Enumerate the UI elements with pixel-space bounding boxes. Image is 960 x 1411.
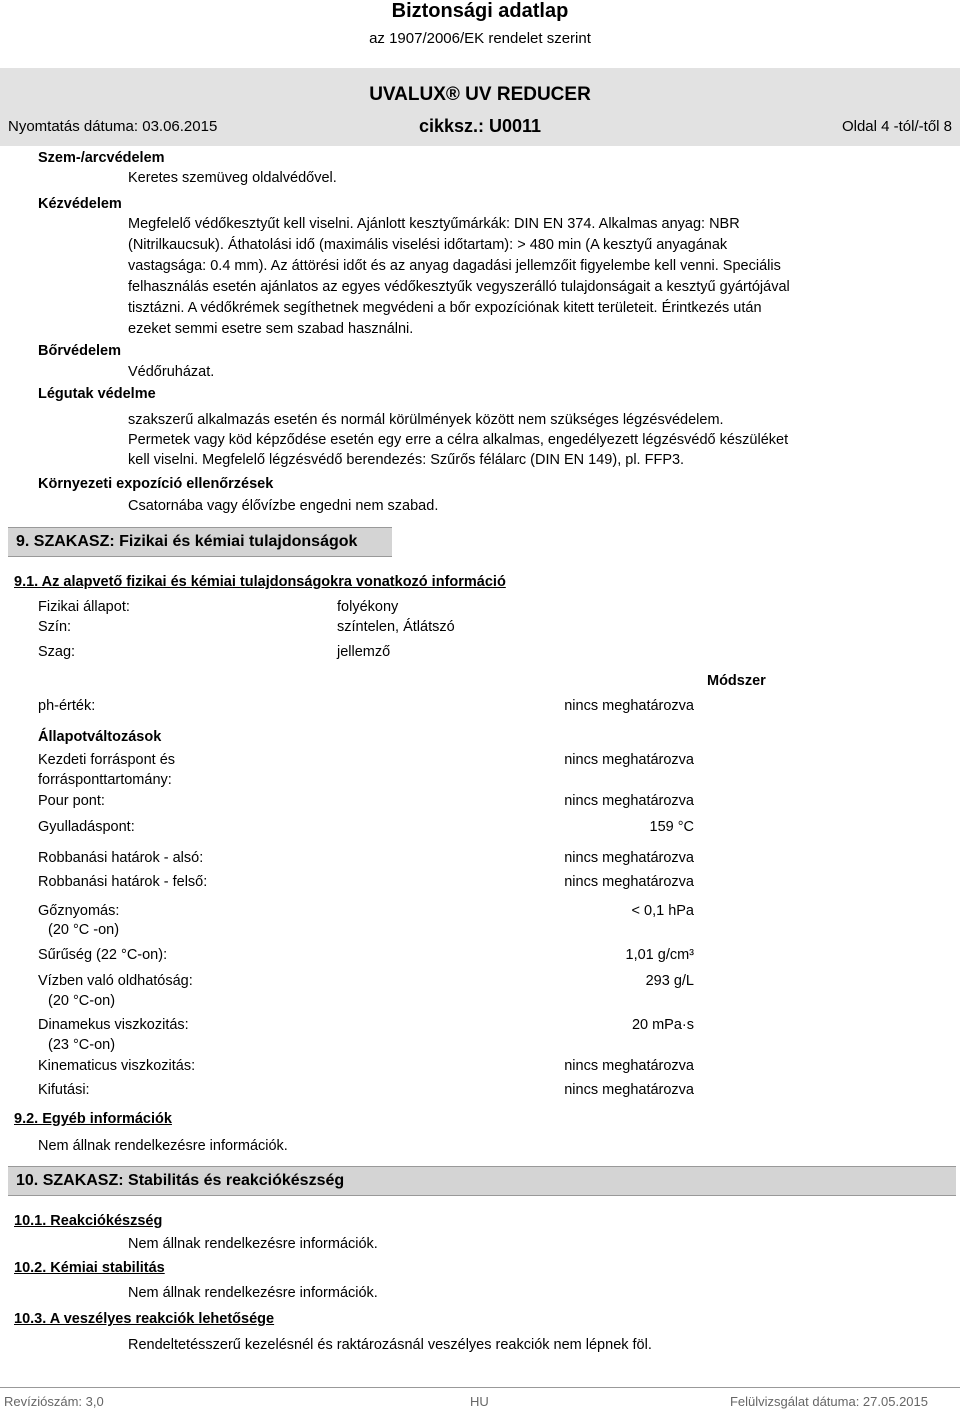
dynamic-viscosity-condition: (23 °C-on) — [48, 1037, 116, 1053]
vapor-pressure-condition: (20 °C -on) — [48, 922, 120, 938]
hand-line: felhasználás esetén ajánlatos az egyes védőkesztyűk vegyszerálló tulajdonságait a kesztyű gyártójával — [128, 279, 790, 295]
method-header: Módszer — [707, 673, 766, 689]
hand-line: tisztázni. A védőkrémek segíthetnek megvédeni a bőr expozíciónak kitett területeit. Érintkezés után — [128, 300, 762, 316]
hand-protection-label: Kézvédelem — [38, 196, 122, 212]
resp-line: Permetek vagy köd képződése esetén egy erre a célra alkalmas, engedélyezett légzésvédő készüléket — [128, 432, 789, 448]
environmental-text: Csatornába vagy élővízbe engedni nem szabad. — [128, 498, 439, 514]
pour-point-label: Pour pont: — [38, 793, 105, 809]
revision-number: Revíziószám: 3,0 — [4, 1394, 104, 1409]
outflow-value: nincs meghatározva — [564, 1082, 694, 1098]
section-9-title: 9. SZAKASZ: Fizikai és kémiai tulajdonságok — [16, 533, 358, 550]
document-title: Biztonsági adatlap — [391, 0, 569, 22]
density-value: 1,01 g/cm³ — [625, 947, 694, 963]
item-number: cikksz.: U0011 — [418, 116, 542, 136]
environmental-label: Környezeti expozíció ellenőrzések — [38, 476, 274, 492]
outflow-label: Kifutási: — [38, 1082, 90, 1098]
subsection-9-1: 9.1. Az alapvető fizikai és kémiai tulajdonságokra vonatkozó információ — [14, 574, 506, 590]
language-code: HU — [470, 1394, 489, 1409]
page-number: Oldal 4 -tól/-től 8 — [841, 118, 952, 135]
other-info-text: Nem állnak rendelkezésre információk. — [38, 1138, 288, 1154]
solubility-condition: (20 °C-on) — [48, 993, 116, 1009]
explosion-lower-label: Robbanási határok - alsó: — [38, 850, 204, 866]
subsection-10-3: 10.3. A veszélyes reakciók lehetősége — [14, 1311, 275, 1327]
skin-protection-text: Védőruházat. — [128, 364, 215, 380]
chemical-stability-text: Nem állnak rendelkezésre információk. — [128, 1285, 378, 1301]
solubility-label: Vízben való oldhatóság: — [38, 973, 193, 989]
physical-state-label: Fizikai állapot: — [38, 599, 130, 615]
explosion-upper-label: Robbanási határok - felső: — [38, 874, 208, 890]
hand-line: (Nitrilkaucsuk). Áthatolási idő (maximális viselési időtartam): > 480 min (A kesztyű anyagának — [128, 237, 728, 253]
subsection-10-2: 10.2. Kémiai stabilitás — [14, 1260, 165, 1276]
state-changes-heading: Állapotváltozások — [38, 729, 162, 745]
ph-label: ph-érték: — [38, 698, 96, 714]
eye-protection-text: Keretes szemüveg oldalvédővel. — [128, 170, 337, 186]
section-10-title: 10. SZAKASZ: Stabilitás és reakciókészség — [16, 1172, 345, 1189]
print-date: Nyomtatás dátuma: 03.06.2015 — [8, 118, 218, 135]
flash-point-label: Gyulladáspont: — [38, 819, 135, 835]
ph-value: nincs meghatározva — [564, 698, 694, 714]
document-subtitle: az 1907/2006/EK rendelet szerint — [369, 30, 591, 47]
odor-value: jellemző — [337, 644, 391, 660]
kinematic-viscosity-label: Kinematicus viszkozitás: — [38, 1058, 196, 1074]
footer-divider — [0, 1387, 960, 1388]
product-name: UVALUX® UV REDUCER — [369, 84, 591, 105]
explosion-lower-value: nincs meghatározva — [564, 850, 694, 866]
hazardous-reactions-text: Rendeltetésszerű kezelésnél és raktározásnál veszélyes reakciók nem lépnek föl. — [128, 1337, 652, 1353]
color-value: színtelen, Átlátszó — [337, 619, 455, 635]
skin-protection-label: Bőrvédelem — [38, 343, 122, 359]
hand-line: vastagsága: 0.4 mm). Az áttörési időt és az anyag dagadási jellemzőit figyelembe kell venni. Speciális — [128, 258, 781, 274]
vapor-pressure-label: Gőznyomás: — [38, 903, 120, 919]
hand-line: Megfelelő védőkesztyűt kell viselni. Ajánlott kesztyűmárkák: DIN EN 374. Alkalmas anyag: NBR — [128, 216, 740, 232]
eye-protection-label: Szem-/arcvédelem — [38, 150, 165, 166]
kinematic-viscosity-value: nincs meghatározva — [564, 1058, 694, 1074]
subsection-9-2: 9.2. Egyéb információk — [14, 1111, 172, 1127]
odor-label: Szag: — [38, 644, 76, 660]
review-date: Felülvizsgálat dátuma: 27.05.2015 — [729, 1394, 928, 1409]
reactivity-text: Nem állnak rendelkezésre információk. — [128, 1236, 378, 1252]
explosion-upper-value: nincs meghatározva — [564, 874, 694, 890]
color-label: Szín: — [38, 619, 72, 635]
subsection-10-1: 10.1. Reakciókészség — [14, 1213, 163, 1229]
pour-point-value: nincs meghatározva — [564, 793, 694, 809]
solubility-value: 293 g/L — [645, 973, 694, 989]
boiling-label-cont: forrásponttartomány: — [38, 772, 172, 788]
section-9-bar — [8, 527, 392, 557]
density-label: Sűrűség (22 °C-on): — [38, 947, 168, 963]
section-10-bar — [8, 1166, 956, 1196]
flash-point-value: 159 °C — [649, 819, 694, 835]
boiling-value: nincs meghatározva — [564, 752, 694, 768]
boiling-label: Kezdeti forráspont és — [38, 752, 176, 768]
vapor-pressure-value: < 0,1 hPa — [631, 903, 694, 919]
hand-line: ezeket semmi esetre sem szabad használni. — [128, 321, 414, 337]
dynamic-viscosity-label: Dinamekus viszkozitás: — [38, 1017, 189, 1033]
resp-line: szakszerű alkalmazás esetén és normál körülmények között nem szükséges légzésvédelem. — [128, 412, 724, 428]
physical-state-value: folyékony — [337, 599, 399, 615]
resp-line: kell viselni. Megfelelő légzésvédő berendezés: Szűrős félálarc (DIN EN 149), pl. FFP3. — [128, 452, 685, 468]
respiratory-protection-label: Légutak védelme — [38, 386, 156, 402]
dynamic-viscosity-value: 20 mPa·s — [631, 1017, 694, 1033]
